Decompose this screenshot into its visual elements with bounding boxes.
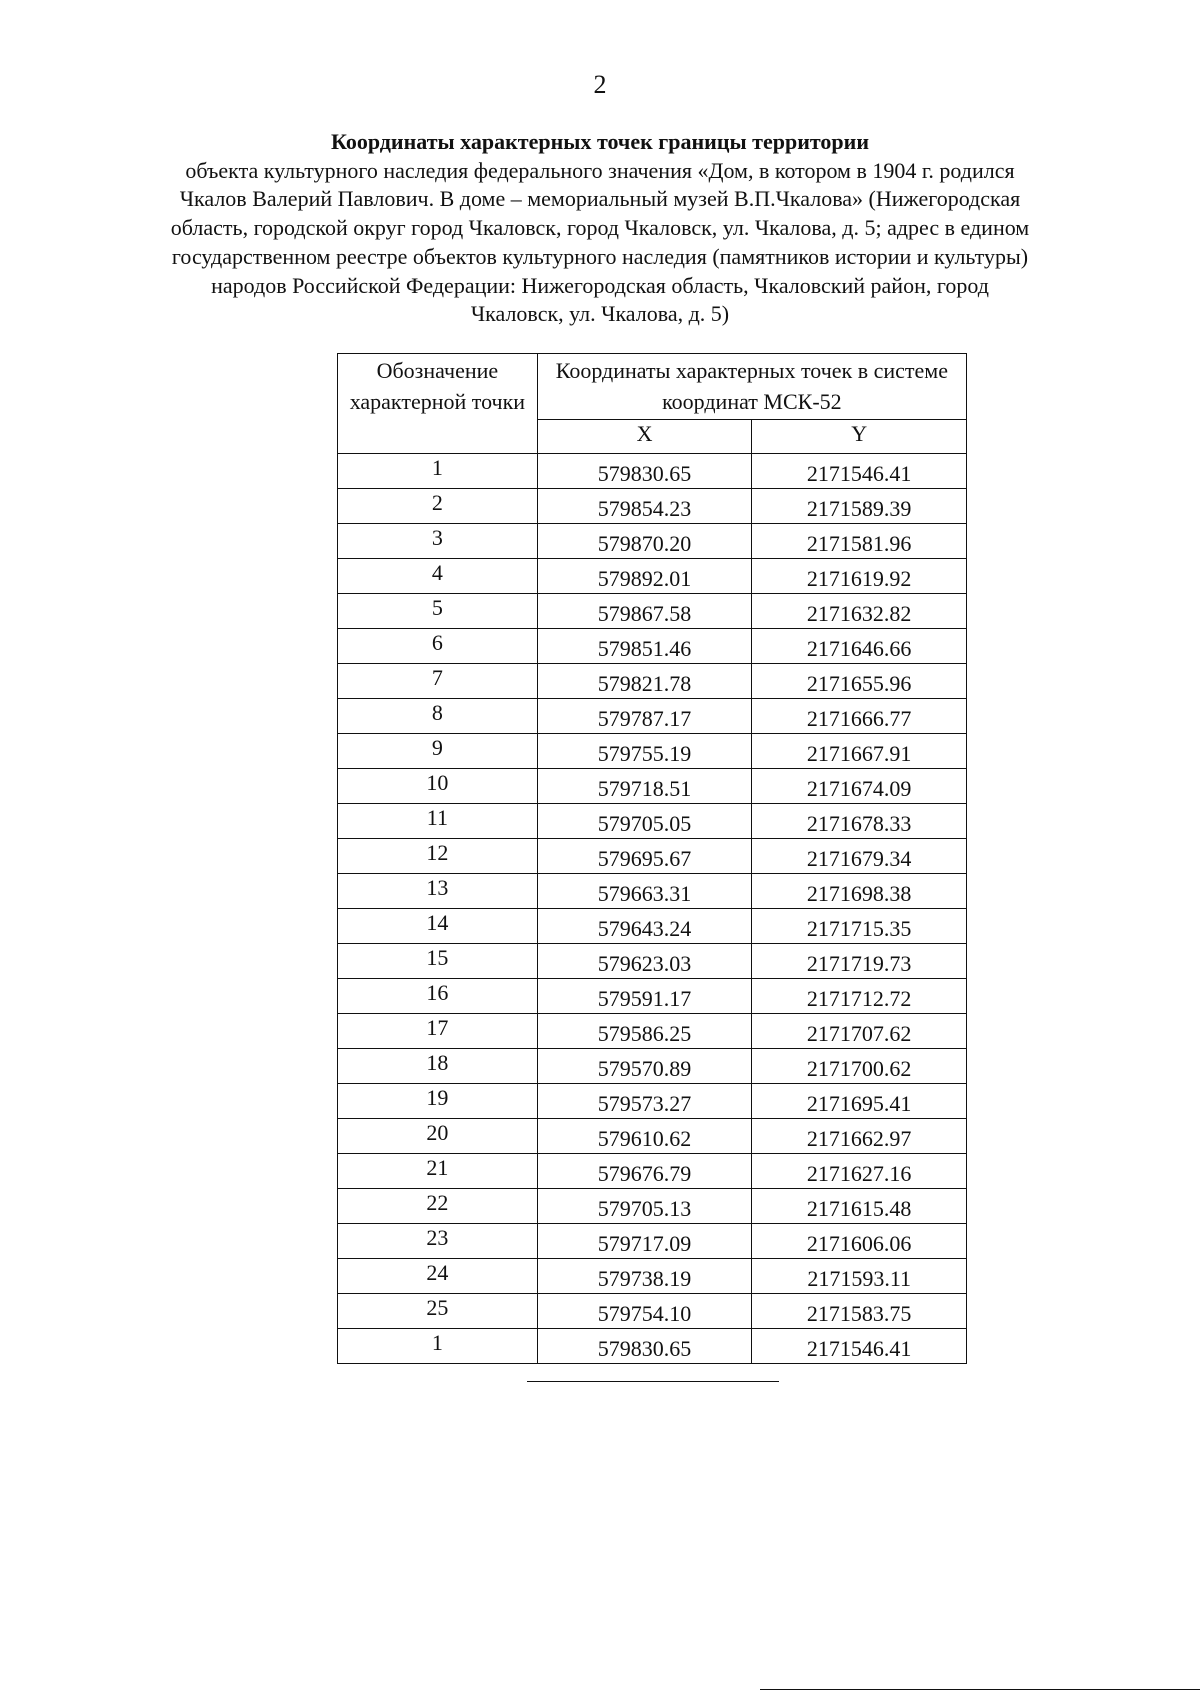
cell-y: 2171589.39 xyxy=(752,489,967,524)
cell-point: 17 xyxy=(338,1014,538,1049)
table-row xyxy=(338,944,967,979)
table-row xyxy=(338,489,967,524)
cell-x: 579663.31 xyxy=(537,874,752,909)
cell-point: 18 xyxy=(338,1049,538,1084)
cell-x: 579717.09 xyxy=(537,1224,752,1259)
header-x: X xyxy=(537,420,752,454)
table-row xyxy=(338,734,967,769)
cell-x: 579787.17 xyxy=(537,699,752,734)
cell-x: 579754.10 xyxy=(537,1294,752,1329)
cell-y: 2171615.48 xyxy=(752,1189,967,1224)
cell-x: 579851.46 xyxy=(537,629,752,664)
table-row xyxy=(338,524,967,559)
cell-x: 579643.24 xyxy=(537,909,752,944)
cell-y: 2171593.11 xyxy=(752,1259,967,1294)
cell-point: 3 xyxy=(338,524,538,559)
cell-point: 13 xyxy=(338,874,538,909)
cell-y: 2171606.06 xyxy=(752,1224,967,1259)
cell-y: 2171715.35 xyxy=(752,909,967,944)
cell-point: 1 xyxy=(338,1329,538,1364)
cell-x: 579586.25 xyxy=(537,1014,752,1049)
title-heading: Координаты характерных точек границы территории xyxy=(330,129,870,154)
cell-x: 579854.23 xyxy=(537,489,752,524)
cell-point: 9 xyxy=(338,734,538,769)
cell-point: 21 xyxy=(338,1154,538,1189)
cell-x: 579830.65 xyxy=(537,1329,752,1364)
cell-point: 25 xyxy=(338,1294,538,1329)
cell-y: 2171695.41 xyxy=(752,1084,967,1119)
cell-point: 1 xyxy=(338,454,538,489)
cell-x: 579870.20 xyxy=(537,524,752,559)
cell-x: 579705.13 xyxy=(537,1189,752,1224)
cell-point: 20 xyxy=(338,1119,538,1154)
cell-x: 579755.19 xyxy=(537,734,752,769)
cell-point: 4 xyxy=(338,559,538,594)
table-row xyxy=(338,629,967,664)
table-row xyxy=(338,454,967,489)
cell-x: 579705.05 xyxy=(537,804,752,839)
cell-y: 2171707.62 xyxy=(752,1014,967,1049)
table-row xyxy=(338,1329,967,1364)
table-row xyxy=(338,804,967,839)
table-row xyxy=(338,699,967,734)
cell-y: 2171619.92 xyxy=(752,559,967,594)
cell-point: 7 xyxy=(338,664,538,699)
document-title xyxy=(170,128,1030,329)
cell-x: 579676.79 xyxy=(537,1154,752,1189)
cell-x: 579830.65 xyxy=(537,454,752,489)
table-row xyxy=(338,1014,967,1049)
cell-y: 2171712.72 xyxy=(752,979,967,1014)
coordinates-table xyxy=(337,353,967,1364)
cell-y: 2171655.96 xyxy=(752,664,967,699)
table-row xyxy=(338,1259,967,1294)
title-description: объекта культурного наследия федерального значения «Дом, в котором в 1904 г. родился Чкалов Валерий Павлович. В доме – мемориальный музей В.П.Чкалова» (Нижегородская область, городской округ город Чкаловск, город Чкаловск, ул. Чкалова, д. 5; адрес в едином государственном реестре объектов культурного наследия (памятников истории и культуры) народов Российской Федерации: Нижегородская область, Чкаловский район, город Чкаловск, ул. Чкалова, д. 5) xyxy=(170,157,1030,327)
cell-point: 2 xyxy=(338,489,538,524)
table-row xyxy=(338,664,967,699)
cell-x: 579623.03 xyxy=(537,944,752,979)
table-row xyxy=(338,1154,967,1189)
cell-y: 2171581.96 xyxy=(752,524,967,559)
page-number: 2 xyxy=(593,70,607,99)
table-row xyxy=(338,594,967,629)
cell-x: 579570.89 xyxy=(537,1049,752,1084)
cell-y: 2171674.09 xyxy=(752,769,967,804)
cell-x: 579718.51 xyxy=(537,769,752,804)
cell-x: 579591.17 xyxy=(537,979,752,1014)
table-row xyxy=(338,1224,967,1259)
table-row xyxy=(338,1084,967,1119)
cell-point: 12 xyxy=(338,839,538,874)
cell-x: 579738.19 xyxy=(537,1259,752,1294)
cell-y: 2171679.34 xyxy=(752,839,967,874)
header-coordinates-group: Координаты характерных точек в системе координат МСК-52 xyxy=(537,354,966,420)
cell-x: 579821.78 xyxy=(537,664,752,699)
cell-x: 579610.62 xyxy=(537,1119,752,1154)
cell-y: 2171546.41 xyxy=(752,454,967,489)
cell-y: 2171666.77 xyxy=(752,699,967,734)
cell-point: 5 xyxy=(338,594,538,629)
end-rule-divider xyxy=(527,1381,779,1382)
cell-point: 23 xyxy=(338,1224,538,1259)
table-row xyxy=(338,1294,967,1329)
cell-point: 16 xyxy=(338,979,538,1014)
cell-y: 2171583.75 xyxy=(752,1294,967,1329)
cell-point: 22 xyxy=(338,1189,538,1224)
cell-y: 2171678.33 xyxy=(752,804,967,839)
cell-point: 19 xyxy=(338,1084,538,1119)
cell-y: 2171546.41 xyxy=(752,1329,967,1364)
table-row xyxy=(338,979,967,1014)
table-row xyxy=(338,769,967,804)
cell-y: 2171662.97 xyxy=(752,1119,967,1154)
header-y: Y xyxy=(752,420,967,454)
table-row xyxy=(338,909,967,944)
table-row xyxy=(338,874,967,909)
table-row xyxy=(338,839,967,874)
cell-y: 2171627.16 xyxy=(752,1154,967,1189)
cell-point: 8 xyxy=(338,699,538,734)
table-row xyxy=(338,1189,967,1224)
cell-point: 15 xyxy=(338,944,538,979)
cell-point: 10 xyxy=(338,769,538,804)
cell-point: 11 xyxy=(338,804,538,839)
table-row xyxy=(338,559,967,594)
cell-point: 6 xyxy=(338,629,538,664)
cell-x: 579695.67 xyxy=(537,839,752,874)
cell-y: 2171632.82 xyxy=(752,594,967,629)
header-point-designation: Обозначение характерной точки xyxy=(338,354,538,454)
cell-y: 2171719.73 xyxy=(752,944,967,979)
cell-y: 2171667.91 xyxy=(752,734,967,769)
cell-x: 579573.27 xyxy=(537,1084,752,1119)
cell-y: 2171646.66 xyxy=(752,629,967,664)
cell-point: 14 xyxy=(338,909,538,944)
cell-y: 2171698.38 xyxy=(752,874,967,909)
table-body xyxy=(338,454,967,1364)
table-row xyxy=(338,1049,967,1084)
table-row xyxy=(338,1119,967,1154)
table-header xyxy=(338,354,967,454)
footer-rule-divider xyxy=(760,1689,1200,1690)
cell-y: 2171700.62 xyxy=(752,1049,967,1084)
cell-x: 579892.01 xyxy=(537,559,752,594)
cell-point: 24 xyxy=(338,1259,538,1294)
cell-x: 579867.58 xyxy=(537,594,752,629)
